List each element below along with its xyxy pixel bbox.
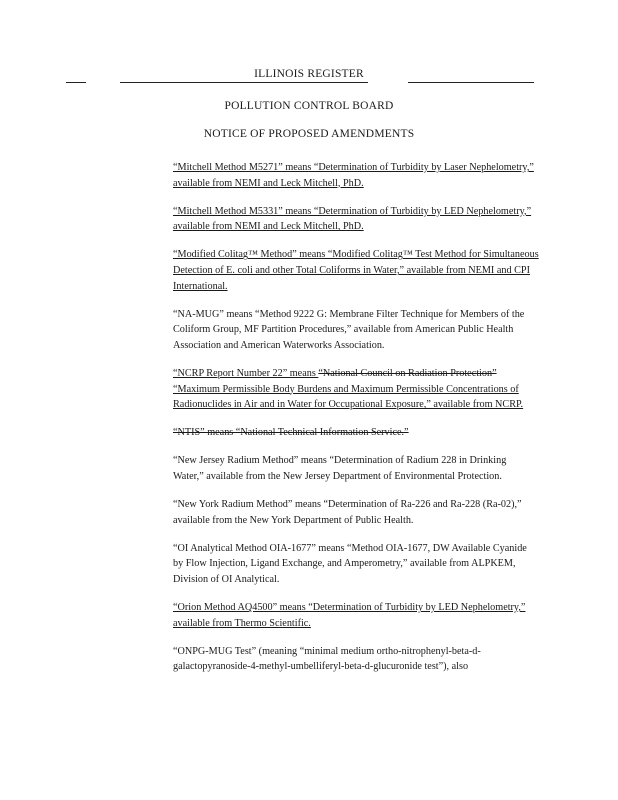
inserted-text: “Orion Method AQ4500” means “Determination of Turbidity by LED Nephelometry,” available from Thermo Scientific. — [173, 601, 526, 629]
inserted-text: “Modified Colitag™ Method” means “Modified Colitag™ Test Method for Simultaneous Detection of E. coli and other Total Coliforms in Water,” available from NEMI and CPI International. — [173, 249, 539, 292]
deleted-text: “National Council on Radiation Protection” — [318, 367, 497, 379]
inserted-text: “NCRP Report Number 22” means — [173, 367, 319, 379]
notice-title: NOTICE OF PROPOSED AMENDMENTS — [203, 128, 415, 140]
definition-paragraph — [173, 453, 539, 484]
header-rule-right — [408, 82, 534, 83]
header-rule-center — [120, 82, 368, 83]
definition-text: “New Jersey Radium Method” means “Determination of Radium 228 in Drinking Water,” available from the New Jersey Department of Environmental Protection. — [173, 455, 507, 482]
inserted-text: “Maximum Permissible Body Burdens and Maximum Permissible Concentrations of Radionuclides in Air and in Water for Occupational Exposure,” available from NCRP. — [173, 383, 524, 411]
definition-paragraph — [173, 160, 539, 191]
definition-paragraph — [173, 600, 539, 631]
deleted-text: “NTIS” means “National Technical Information Service.” — [173, 427, 409, 439]
board-name: POLLUTION CONTROL BOARD — [224, 100, 394, 112]
definition-paragraph — [173, 204, 539, 235]
register-title: ILLINOIS REGISTER — [254, 68, 364, 80]
definition-paragraph — [173, 247, 539, 294]
definition-paragraph — [173, 644, 539, 675]
definition-text: “ONPG-MUG Test” (meaning “minimal medium ortho-nitrophenyl-beta-d-galactopyranoside-4-methyl-umbelliferyl-beta-d-glucuronide test”), also — [173, 645, 481, 673]
inserted-text: “Mitchell Method M5271” means “Determination of Turbidity by Laser Nephelometry,” available from NEMI and Leck Mitchell, PhD. — [173, 162, 534, 189]
definition-text: “OI Analytical Method OIA-1677” means “Method OIA-1677, DW Available Cyanide by Flow Injection, Ligand Exchange, and Amperometry,” available from ALPKEM, Division of OI Analytical. — [173, 542, 527, 585]
definition-paragraph — [173, 366, 539, 413]
definition-paragraph — [173, 425, 539, 441]
definition-text: “NA-MUG” means “Method 9222 G: Membrane Filter Technique for Members of the Coliform Group, MF Partition Procedures,” available from American Public Health Association and American Waterworks Association. — [173, 308, 525, 351]
definition-text: “New York Radium Method” means “Determination of Ra-226 and Ra-228 (Ra-02),” available from the New York Department of Public Health. — [173, 499, 522, 526]
definition-paragraph — [173, 541, 539, 588]
definition-paragraph — [173, 497, 539, 528]
header-rule-left — [66, 82, 86, 83]
inserted-text: “Mitchell Method M5331” means “Determination of Turbidity by LED Nephelometry,” available from NEMI and Leck Mitchell, PhD. — [173, 205, 532, 233]
definition-paragraph — [173, 307, 539, 354]
definitions-body — [173, 160, 539, 687]
